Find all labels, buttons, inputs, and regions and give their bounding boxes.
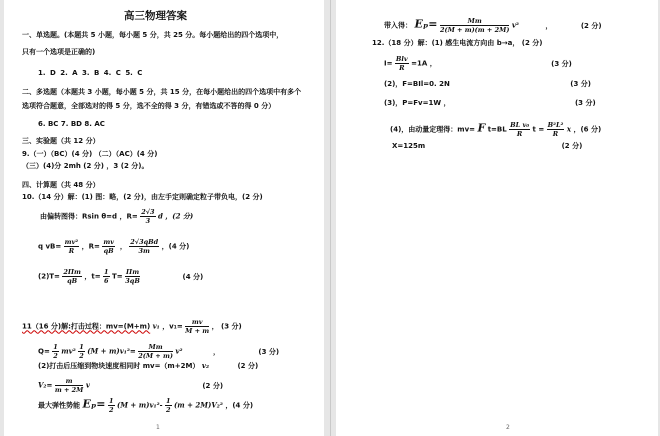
answer-page-2 bbox=[336, 0, 658, 436]
section2-heading: 二、多选题（本题共 3 小题，每小题 5 分，共 15 分，在每小题给出的四个选项中有多个 bbox=[22, 88, 302, 96]
page-divider bbox=[330, 0, 331, 436]
q12-current: I= $\frac{\text{Blv}}{R}$ =1A ， (3 分) bbox=[384, 55, 572, 72]
q10-period: (2)T= $\frac{2\Pi m}{qB}$ ，t= $\frac{1}{6}$ T= $\frac{\Pi m}{3qB}$ (4 分) bbox=[38, 268, 204, 285]
q10-geometry-tail: d ，(2 分) bbox=[157, 211, 194, 221]
page-title: 高三物理答案 bbox=[124, 10, 187, 22]
section4-heading: 四、计算题（共 48 分） bbox=[22, 181, 100, 189]
q12-distance: X=125m (2 分) bbox=[392, 142, 583, 150]
q11-max-energy: 最大弹性势能 Eₚ= $\frac{1}{2}$ (M + m)v₁²- $\frac{1}{2}$ (m + 2M)V₂² ，(4 分) bbox=[38, 397, 254, 414]
section1-heading-cont: 只有一个选项是正确的) bbox=[22, 48, 96, 56]
q11-part2: (2)打击后压缩到物块速度相同时 mv=（m+2M） v₂ (2 分) bbox=[38, 361, 259, 370]
q10-heading: 10.（14 分）解：(1) 图：略，(2 分)，由左手定则确定粒子带负电，(2 分) bbox=[22, 193, 263, 201]
page-number: 1 bbox=[156, 424, 160, 431]
q9-line1: 9.（一）（BC）(4 分) （二）（AC）(4 分) bbox=[22, 150, 158, 158]
q10-radius: q vB= $\frac{\text{mv²}}{R}$ ，R= $\frac{mv}{qB}$ ， $\frac{\text{2√3qBd}}{3m}$ ，(4 分) bbox=[38, 238, 190, 255]
q11-heat: Q= $\frac{1}{2}$ mv² $\frac{1}{2}$ (M + m)v₁²= $\frac{Mm}{2(M + m)}$ v² ， (3 分) bbox=[38, 343, 280, 360]
q11-final-energy: 带入得： Eₚ= $\frac{Mm}{2(M + m)(m + 2M)}$ v² ， (2 分) bbox=[384, 17, 602, 34]
section2-answers: 6. BC 7. BD 8. AC bbox=[38, 120, 105, 128]
section1-answers: 1. D 2. A 3. B 4. C 5. C bbox=[38, 69, 143, 77]
section3-heading: 三、实验题（共 12 分） bbox=[22, 137, 100, 145]
q10-geometry bbox=[40, 208, 193, 225]
q12-heading: 12.（18 分）解：(1) 感生电流方向由 b→a， (2 分) bbox=[372, 39, 543, 47]
q10-geometry-text: 由偏转图得：Rsin θ=d ，R= bbox=[40, 212, 138, 221]
q11-heading: 11（16 分)解:打击过程：mv=(M+m) v₁ ，v₁= $\frac{mv}{M + m}$ ， (3 分) bbox=[22, 318, 242, 335]
section2-heading-cont: 选项符合题意，全部选对的得 5 分，选不全的得 3 分，有错选或不答的得 0 分） bbox=[22, 102, 276, 110]
q10-geometry-fraction: $\frac{2√3}{3}$ bbox=[141, 208, 155, 225]
q12-power: (3)，P=Fv=1W ， (3 分) bbox=[384, 99, 596, 107]
page-number-2: 2 bbox=[506, 424, 510, 431]
q9-line2: （三）(4)分 2mh (2 分) ，3 (2 分)。 bbox=[22, 162, 149, 170]
q11-v2: V₂= $\frac{m}{m + 2M}$ v (2 分) bbox=[38, 377, 224, 394]
q12-momentum: (4)，由动量定理得：mv= F t=BL $\frac{\text{BL v₀}}{R}$ t = $\frac{\text{B²L²}}{R}$ x ，(6 分) bbox=[390, 121, 602, 138]
q12-force: (2)，F=BIl=0. 2N (3 分) bbox=[384, 80, 591, 88]
answer-page-1 bbox=[4, 0, 324, 436]
section1-heading: 一、单选题。(本题共 5 小题，每小题 5 分，共 25 分。每小题给出的四个选项中， bbox=[22, 31, 284, 39]
